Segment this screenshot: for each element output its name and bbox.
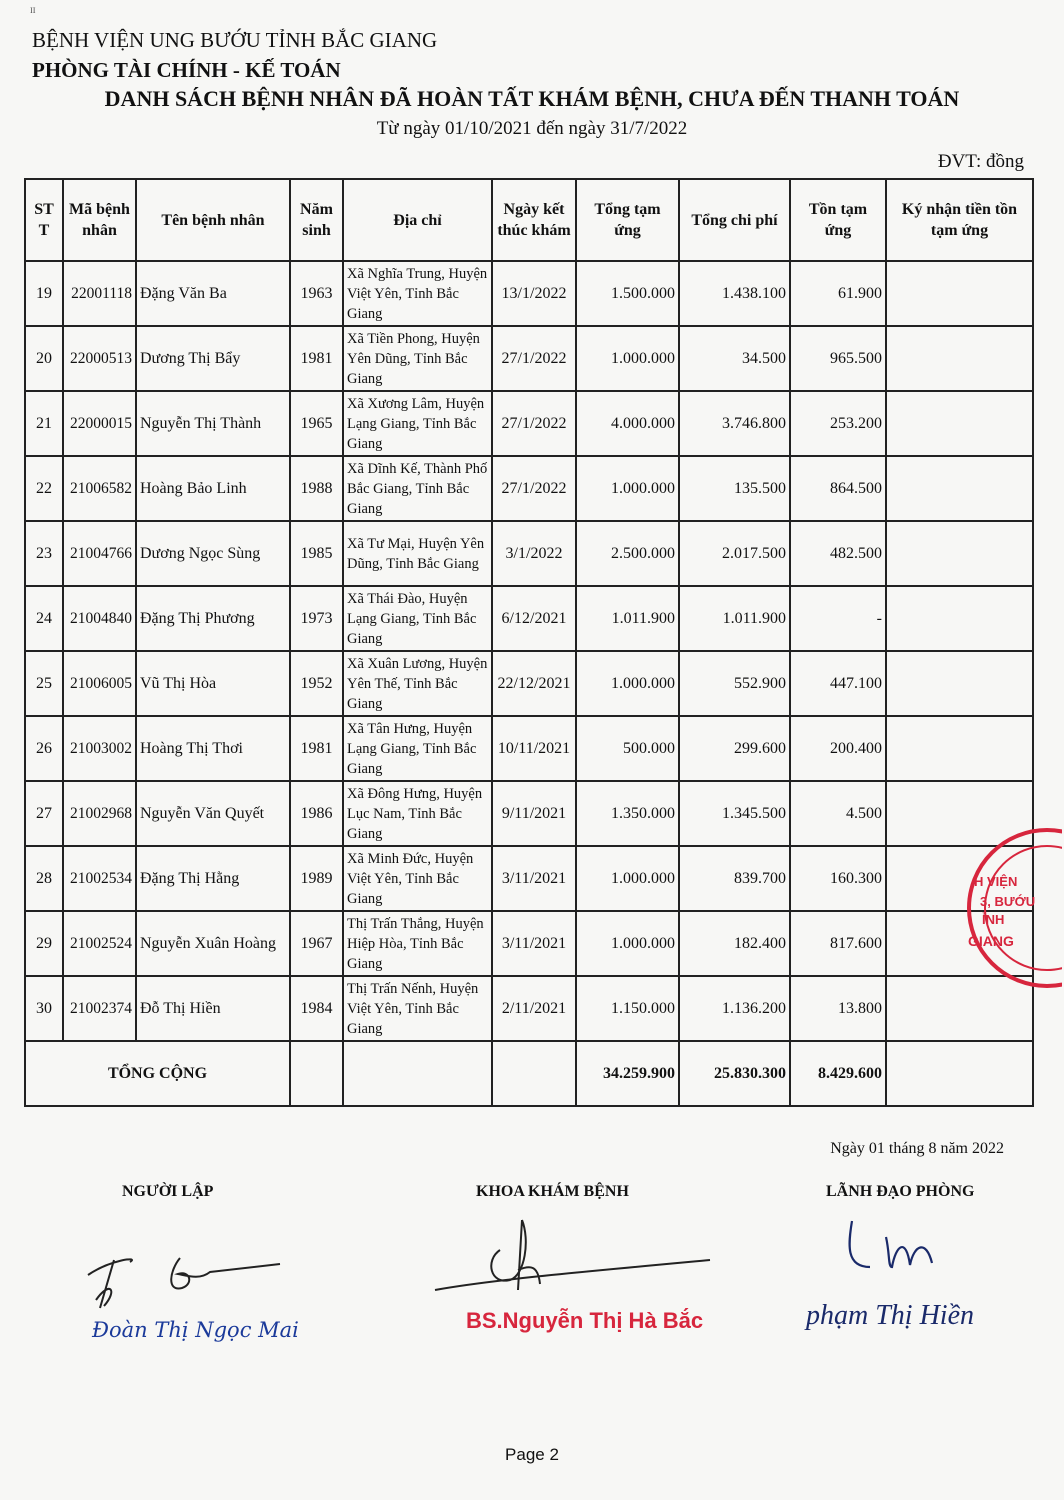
cell-date: 10/11/2021 xyxy=(492,716,576,781)
cell-year: 1989 xyxy=(290,846,343,911)
col-header-sign: Ký nhận tiền tồn tạm ứng xyxy=(886,179,1033,261)
date-range: Từ ngày 01/10/2021 đến ngày 31/7/2022 xyxy=(376,118,688,139)
svg-text:ỈNH: ỈNH xyxy=(982,912,1005,927)
exam-dept-name-stamp: BS.Nguyễn Thị Hà Bắc xyxy=(466,1308,704,1333)
cell-address: Thị Trấn Thắng, Huyện Hiệp Hòa, Tỉnh Bắc Giang xyxy=(343,911,492,976)
cell-balance: 13.800 xyxy=(790,976,886,1041)
cell-name: Hoàng Bảo Linh xyxy=(136,456,290,521)
cell-advance: 2.500.000 xyxy=(576,521,679,586)
cell-address: Xã Tiền Phong, Huyện Yên Dũng, Tỉnh Bắc Giang xyxy=(343,326,492,391)
total-empty-date xyxy=(492,1041,576,1106)
cell-year: 1965 xyxy=(290,391,343,456)
cell-advance: 1.011.900 xyxy=(576,586,679,651)
cell-sign xyxy=(886,651,1033,716)
cell-sign xyxy=(886,391,1033,456)
cell-year: 1967 xyxy=(290,911,343,976)
cell-sign xyxy=(886,586,1033,651)
cell-name: Đỗ Thị Hiền xyxy=(136,976,290,1041)
cell-advance: 1.350.000 xyxy=(576,781,679,846)
cell-name: Đặng Thị Hằng xyxy=(136,846,290,911)
table-row xyxy=(25,846,1033,911)
cell-name: Đặng Thị Phương xyxy=(136,586,290,651)
cell-balance: 61.900 xyxy=(790,261,886,326)
cell-date: 27/1/2022 xyxy=(492,326,576,391)
cell-date: 22/12/2021 xyxy=(492,651,576,716)
cell-stt: 28 xyxy=(25,846,63,911)
cell-year: 1988 xyxy=(290,456,343,521)
cell-advance: 4.000.000 xyxy=(576,391,679,456)
cell-address: Xã Đông Hưng, Huyện Lục Nam, Tỉnh Bắc Giang xyxy=(343,781,492,846)
cell-code: 22000513 xyxy=(63,326,136,391)
table-row xyxy=(25,781,1033,846)
cell-code: 21006005 xyxy=(63,651,136,716)
cell-sign xyxy=(886,521,1033,586)
cell-year: 1981 xyxy=(290,716,343,781)
cell-year: 1984 xyxy=(290,976,343,1041)
cell-code: 21002524 xyxy=(63,911,136,976)
cell-address: Xã Xuân Lương, Huyện Yên Thế, Tỉnh Bắc Giang xyxy=(343,651,492,716)
cell-name: Đặng Văn Ba xyxy=(136,261,290,326)
cell-stt: 24 xyxy=(25,586,63,651)
cell-balance: 864.500 xyxy=(790,456,886,521)
table-row xyxy=(25,521,1033,586)
cell-advance: 1.500.000 xyxy=(576,261,679,326)
col-header-address: Địa chỉ xyxy=(343,179,492,261)
cell-stt: 22 xyxy=(25,456,63,521)
total-label: TỔNG CỘNG xyxy=(25,1041,290,1106)
cell-date: 2/11/2021 xyxy=(492,976,576,1041)
cell-sign xyxy=(886,456,1033,521)
total-empty-year xyxy=(290,1041,343,1106)
cell-name: Nguyễn Thị Thành xyxy=(136,391,290,456)
department-name: PHÒNG TÀI CHÍNH - KẾ TOÁN xyxy=(32,58,341,82)
svg-text:3, BƯỚU: 3, BƯỚU xyxy=(980,894,1036,909)
patient-table xyxy=(24,178,1034,1107)
scan-mark: ᴵᴵ xyxy=(30,6,36,21)
cell-balance: 160.300 xyxy=(790,846,886,911)
cell-advance: 1.150.000 xyxy=(576,976,679,1041)
cell-code: 21003002 xyxy=(63,716,136,781)
cell-stt: 20 xyxy=(25,326,63,391)
total-cost: 25.830.300 xyxy=(679,1041,790,1106)
total-advance: 34.259.900 xyxy=(576,1041,679,1106)
col-header-code: Mã bệnh nhân xyxy=(63,179,136,261)
cell-code: 21004840 xyxy=(63,586,136,651)
currency-unit: ĐVT: đồng xyxy=(937,151,1024,172)
table-row xyxy=(25,456,1033,521)
cell-address: Thị Trấn Nếnh, Huyện Việt Yên, Tỉnh Bắc Giang xyxy=(343,976,492,1041)
hospital-seal xyxy=(952,826,1062,996)
role-preparer: NGƯỜI LẬP xyxy=(122,1183,214,1200)
cell-code: 21002374 xyxy=(63,976,136,1041)
preparer-name: Đoàn Thị Ngọc Mai xyxy=(92,1318,299,1342)
total-balance: 8.429.600 xyxy=(790,1041,886,1106)
signature-preparer xyxy=(70,1230,300,1320)
cell-address: Xã Tư Mại, Huyện Yên Dũng, Tỉnh Bắc Giang xyxy=(343,521,492,586)
total-empty-sign xyxy=(886,1041,1033,1106)
signing-date: Ngày 01 tháng 8 năm 2022 xyxy=(830,1140,1004,1157)
table-row xyxy=(25,391,1033,456)
cell-advance: 1.000.000 xyxy=(576,651,679,716)
cell-code: 21002968 xyxy=(63,781,136,846)
cell-code: 22001118 xyxy=(63,261,136,326)
cell-address: Xã Nghĩa Trung, Huyện Việt Yên, Tỉnh Bắc Giang xyxy=(343,261,492,326)
cell-name: Vũ Thị Hòa xyxy=(136,651,290,716)
cell-year: 1973 xyxy=(290,586,343,651)
cell-date: 9/11/2021 xyxy=(492,781,576,846)
cell-stt: 27 xyxy=(25,781,63,846)
cell-stt: 25 xyxy=(25,651,63,716)
cell-address: Xã Dĩnh Kế, Thành Phố Bắc Giang, Tỉnh Bắc Giang xyxy=(343,456,492,521)
cell-stt: 21 xyxy=(25,391,63,456)
cell-name: Nguyễn Xuân Hoàng xyxy=(136,911,290,976)
cell-cost: 299.600 xyxy=(679,716,790,781)
cell-advance: 500.000 xyxy=(576,716,679,781)
cell-address: Xã Minh Đức, Huyện Việt Yên, Tỉnh Bắc Giang xyxy=(343,846,492,911)
col-header-date: Ngày kết thúc khám xyxy=(492,179,576,261)
cell-date: 3/11/2021 xyxy=(492,911,576,976)
role-exam-dept: KHOA KHÁM BỆNH xyxy=(476,1183,629,1200)
table-row xyxy=(25,586,1033,651)
cell-year: 1981 xyxy=(290,326,343,391)
hospital-name: BỆNH VIỆN UNG BƯỚU TỈNH BẮC GIANG xyxy=(32,28,438,52)
total-row xyxy=(25,1041,1033,1106)
cell-cost: 552.900 xyxy=(679,651,790,716)
table-row xyxy=(25,911,1033,976)
table-row xyxy=(25,651,1033,716)
cell-date: 27/1/2022 xyxy=(492,391,576,456)
signature-exam-dept xyxy=(430,1210,720,1310)
table-header-row xyxy=(25,179,1033,261)
svg-text:H VIỆN: H VIỆN xyxy=(974,874,1018,889)
cell-advance: 1.000.000 xyxy=(576,326,679,391)
col-header-balance: Tồn tạm ứng xyxy=(790,179,886,261)
table-row xyxy=(25,976,1033,1041)
cell-balance: 447.100 xyxy=(790,651,886,716)
cell-stt: 29 xyxy=(25,911,63,976)
cell-code: 21004766 xyxy=(63,521,136,586)
cell-date: 27/1/2022 xyxy=(492,456,576,521)
cell-stt: 19 xyxy=(25,261,63,326)
cell-code: 22000015 xyxy=(63,391,136,456)
cell-name: Dương Ngọc Sùng xyxy=(136,521,290,586)
col-header-name: Tên bệnh nhân xyxy=(136,179,290,261)
cell-cost: 34.500 xyxy=(679,326,790,391)
col-header-cost: Tổng chi phí xyxy=(679,179,790,261)
document-title: DANH SÁCH BỆNH NHÂN ĐÃ HOÀN TẤT KHÁM BỆNH, CHƯA ĐẾN THANH TOÁN xyxy=(104,86,960,111)
cell-date: 13/1/2022 xyxy=(492,261,576,326)
cell-name: Dương Thị Bẩy xyxy=(136,326,290,391)
cell-year: 1986 xyxy=(290,781,343,846)
cell-advance: 1.000.000 xyxy=(576,846,679,911)
cell-sign xyxy=(886,326,1033,391)
cell-date: 6/12/2021 xyxy=(492,586,576,651)
cell-date: 3/11/2021 xyxy=(492,846,576,911)
cell-cost: 839.700 xyxy=(679,846,790,911)
cell-sign xyxy=(886,716,1033,781)
cell-balance: 253.200 xyxy=(790,391,886,456)
cell-stt: 30 xyxy=(25,976,63,1041)
cell-balance: 817.600 xyxy=(790,911,886,976)
cell-cost: 2.017.500 xyxy=(679,521,790,586)
cell-sign xyxy=(886,261,1033,326)
cell-address: Xã Tân Hưng, Huyện Lạng Giang, Tỉnh Bắc Giang xyxy=(343,716,492,781)
table-row xyxy=(25,326,1033,391)
cell-cost: 1.438.100 xyxy=(679,261,790,326)
cell-cost: 1.136.200 xyxy=(679,976,790,1041)
cell-year: 1952 xyxy=(290,651,343,716)
cell-balance: - xyxy=(790,586,886,651)
table-row xyxy=(25,716,1033,781)
cell-advance: 1.000.000 xyxy=(576,456,679,521)
table-row xyxy=(25,261,1033,326)
cell-cost: 1.011.900 xyxy=(679,586,790,651)
col-header-stt: ST T xyxy=(25,179,63,261)
cell-stt: 23 xyxy=(25,521,63,586)
cell-advance: 1.000.000 xyxy=(576,911,679,976)
role-head: LÃNH ĐẠO PHÒNG xyxy=(826,1183,975,1200)
cell-code: 21006582 xyxy=(63,456,136,521)
cell-balance: 482.500 xyxy=(790,521,886,586)
cell-year: 1985 xyxy=(290,521,343,586)
col-header-advance: Tổng tạm ứng xyxy=(576,179,679,261)
cell-code: 21002534 xyxy=(63,846,136,911)
svg-text:GIANG: GIANG xyxy=(968,933,1014,949)
cell-balance: 200.400 xyxy=(790,716,886,781)
cell-name: Nguyễn Văn Quyết xyxy=(136,781,290,846)
cell-cost: 1.345.500 xyxy=(679,781,790,846)
head-name: phạm Thị Hiền xyxy=(806,1300,974,1331)
cell-stt: 26 xyxy=(25,716,63,781)
total-empty-address xyxy=(343,1041,492,1106)
cell-address: Xã Xương Lâm, Huyện Lạng Giang, Tỉnh Bắc Giang xyxy=(343,391,492,456)
cell-address: Xã Thái Đào, Huyện Lạng Giang, Tỉnh Bắc Giang xyxy=(343,586,492,651)
cell-balance: 965.500 xyxy=(790,326,886,391)
cell-balance: 4.500 xyxy=(790,781,886,846)
cell-date: 3/1/2022 xyxy=(492,521,576,586)
cell-cost: 3.746.800 xyxy=(679,391,790,456)
col-header-year: Năm sinh xyxy=(290,179,343,261)
cell-cost: 182.400 xyxy=(679,911,790,976)
cell-cost: 135.500 xyxy=(679,456,790,521)
cell-name: Hoàng Thị Thơi xyxy=(136,716,290,781)
signature-head xyxy=(840,1215,960,1285)
cell-year: 1963 xyxy=(290,261,343,326)
page-number: Page 2 xyxy=(505,1445,559,1464)
